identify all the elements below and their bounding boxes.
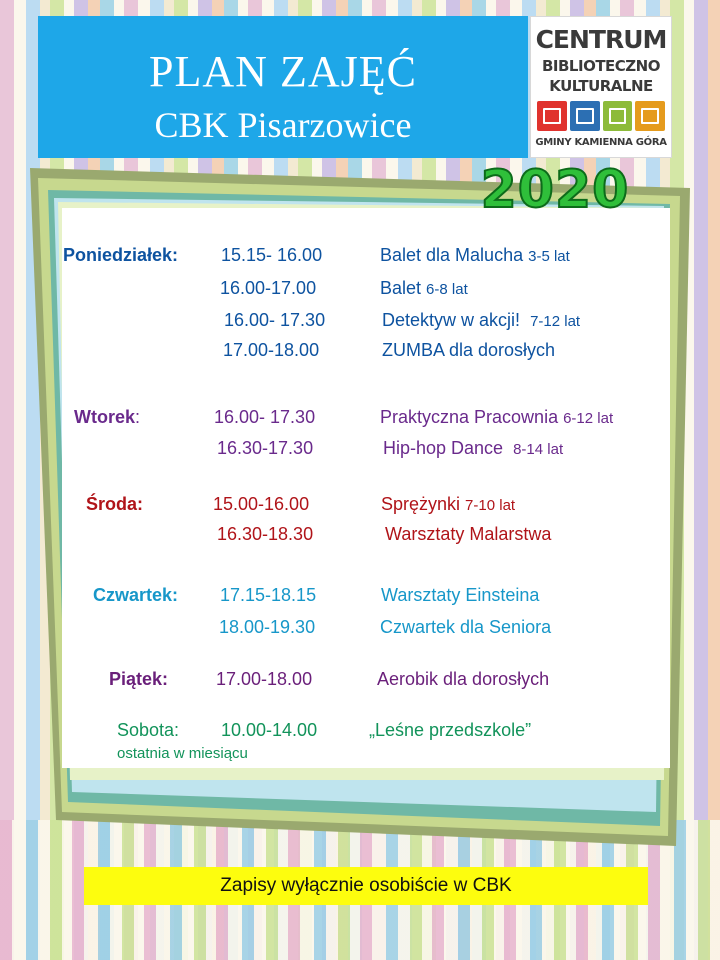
monday-class-4: ZUMBA dla dorosłych xyxy=(382,340,556,360)
wednesday-time-1: 15.00-16.00 xyxy=(213,494,310,514)
day-tuesday: Wtorek: xyxy=(74,407,141,427)
day-friday: Piątek: xyxy=(109,669,169,689)
wednesday-class-2: Warsztaty Malarstwa xyxy=(385,524,552,544)
cbk-logo xyxy=(530,16,672,158)
tuesday-class-1: Praktyczna Pracownia 6-12 lat xyxy=(380,407,614,427)
monday-class-3: Detektyw w akcji! 7-12 lat xyxy=(382,310,581,330)
day-wednesday: Środa: xyxy=(86,494,144,514)
tuesday-time-1: 16.00- 17.30 xyxy=(214,407,316,427)
page-subtitle: CBK Pisarzowice xyxy=(154,105,412,145)
logo-line-3: KULTURALNE xyxy=(549,77,653,95)
logo-icons xyxy=(537,101,665,131)
screen-icon xyxy=(603,101,633,131)
monday-time-3: 16.00- 17.30 xyxy=(224,310,326,330)
wednesday-class-1: Sprężynki 7-10 lat xyxy=(381,494,516,514)
logo-line-4: GMINY KAMIENNA GÓRA xyxy=(535,137,667,148)
monday-class-1: Balet dla Malucha 3-5 lat xyxy=(380,245,570,265)
monday-time-2: 16.00-17.00 xyxy=(220,278,317,298)
friday-class-1: Aerobik dla dorosłych xyxy=(377,669,550,689)
saturday-note: ostatnia w miesiącu xyxy=(117,745,248,762)
page-title: PLAN ZAJĘĆ xyxy=(149,47,417,96)
wednesday-time-2: 16.30-18.30 xyxy=(217,524,314,544)
thursday-class-1: Warsztaty Einsteina xyxy=(381,585,540,605)
library-icon xyxy=(537,101,567,131)
saturday-class: „Leśne przedszkole” xyxy=(369,720,532,740)
signup-banner: Zapisy wyłącznie osobiście w CBK xyxy=(84,867,648,905)
thursday-time-2: 18.00-19.30 xyxy=(219,617,316,637)
tuesday-class-2: Hip-hop Dance 8-14 lat xyxy=(383,438,564,458)
monday-time-1: 15.15- 16.00 xyxy=(221,245,323,265)
logo-line-2: BIBLIOTECZNO xyxy=(541,57,660,75)
monday-class-2: Balet 6-8 lat xyxy=(380,278,468,298)
monday-time-4: 17.00-18.00 xyxy=(223,340,320,360)
friday-time-1: 17.00-18.00 xyxy=(216,669,313,689)
tuesday-time-2: 16.30-17.30 xyxy=(217,438,314,458)
thursday-time-1: 17.15-18.15 xyxy=(220,585,317,605)
day-saturday: Sobota: xyxy=(117,720,180,740)
day-thursday: Czwartek: xyxy=(93,585,179,605)
title-banner xyxy=(38,16,528,158)
thursday-class-2: Czwartek dla Seniora xyxy=(380,617,552,637)
tablet-icon xyxy=(570,101,600,131)
logo-line-1: CENTRUM xyxy=(535,25,667,54)
year-label: 2020 xyxy=(480,160,630,220)
saturday-time: 10.00-14.00 xyxy=(221,720,318,740)
people-icon xyxy=(635,101,665,131)
day-monday: Poniedziałek: xyxy=(63,245,179,265)
